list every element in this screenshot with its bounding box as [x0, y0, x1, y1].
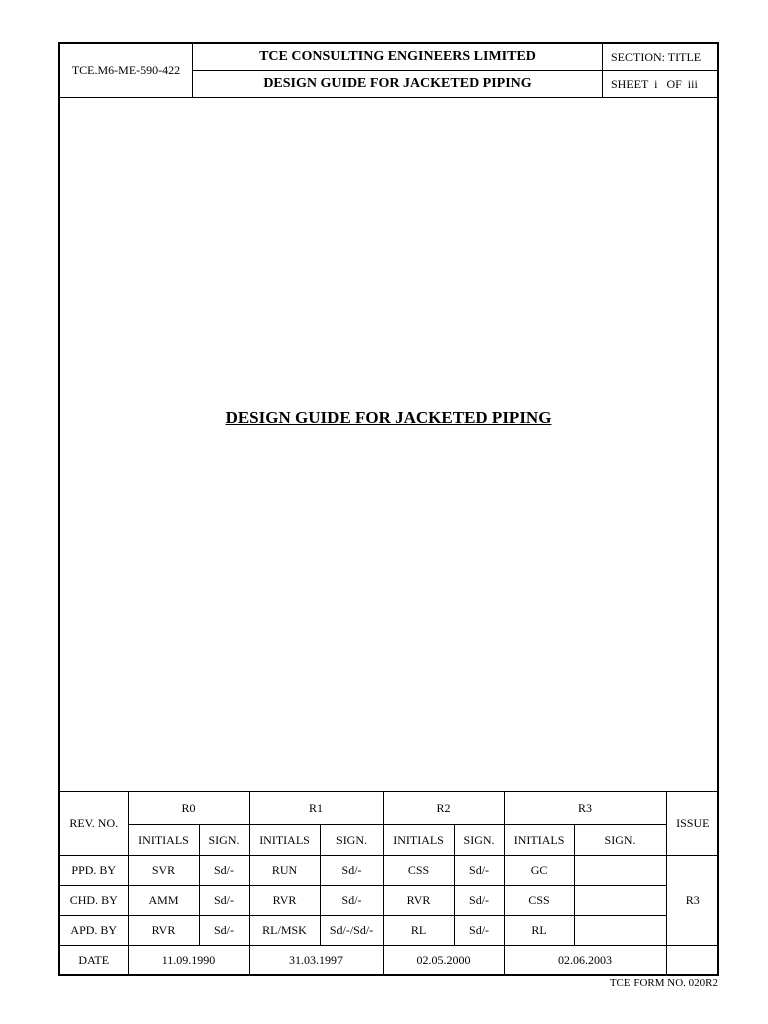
table-cell: RL: [504, 916, 574, 946]
table-cell: CSS: [504, 886, 574, 916]
table-row-date: [60, 946, 719, 976]
table-cell: SVR: [128, 856, 199, 886]
document-number: TCE.M6-ME-590-422: [60, 44, 193, 97]
table-cell: Sd/-/Sd/-: [320, 916, 383, 946]
revision-r3: R3: [504, 792, 666, 825]
sign-header: SIGN.: [574, 825, 666, 856]
table-row-prepared: [60, 856, 719, 886]
table-cell: Sd/-: [320, 856, 383, 886]
date-r0: 11.09.1990: [128, 946, 249, 976]
table-cell: AMM: [128, 886, 199, 916]
sign-header: SIGN.: [199, 825, 249, 856]
form-number: TCE FORM NO. 020R2: [609, 977, 718, 989]
table-cell: RL: [383, 916, 454, 946]
row-label: DATE: [60, 946, 128, 976]
table-cell: Sd/-: [320, 886, 383, 916]
table-cell: Sd/-: [199, 886, 249, 916]
revision-subheader-row: [60, 825, 719, 856]
issue-value: R3: [666, 856, 719, 946]
row-label: PPD. BY: [60, 856, 128, 886]
table-cell: RVR: [128, 916, 199, 946]
date-r2: 02.05.2000: [383, 946, 504, 976]
table-cell: Sd/-: [454, 916, 504, 946]
table-cell: Sd/-: [454, 856, 504, 886]
initials-header: INITIALS: [383, 825, 454, 856]
sign-header: SIGN.: [454, 825, 504, 856]
issue-label: ISSUE: [666, 792, 719, 856]
table-cell: Sd/-: [454, 886, 504, 916]
table-cell: [574, 886, 666, 916]
table-row-checked: [60, 886, 719, 916]
table-cell: RVR: [383, 886, 454, 916]
company-name: TCE CONSULTING ENGINEERS LIMITED: [193, 44, 603, 71]
sheet-number: SHEET i OF iii: [611, 76, 698, 91]
initials-header: INITIALS: [504, 825, 574, 856]
table-cell: CSS: [383, 856, 454, 886]
revision-header-row: [60, 792, 719, 825]
row-label: CHD. BY: [60, 886, 128, 916]
table-cell: RUN: [249, 856, 320, 886]
row-label: APD. BY: [60, 916, 128, 946]
revision-r1: R1: [249, 792, 383, 825]
sign-header: SIGN.: [320, 825, 383, 856]
section-label: SECTION: TITLE: [603, 44, 719, 71]
table-cell: RL/MSK: [249, 916, 320, 946]
table-cell: Sd/-: [199, 916, 249, 946]
table-cell: GC: [504, 856, 574, 886]
table-cell: [574, 856, 666, 886]
initials-header: INITIALS: [249, 825, 320, 856]
table-cell: RVR: [249, 886, 320, 916]
date-r3: 02.06.2003: [504, 946, 666, 976]
revision-r0: R0: [128, 792, 249, 825]
main-document-title: DESIGN GUIDE FOR JACKETED PIPING: [225, 408, 552, 427]
document-sheet: [58, 42, 719, 976]
table-row-approved: [60, 916, 719, 946]
date-r1: 31.03.1997: [249, 946, 383, 976]
issue-empty-cell: [666, 946, 719, 976]
revision-r2: R2: [383, 792, 504, 825]
title-block-header: [60, 44, 717, 98]
initials-header: INITIALS: [128, 825, 199, 856]
table-cell: Sd/-: [199, 856, 249, 886]
revision-table: [60, 791, 719, 975]
rev-no-label: REV. NO.: [60, 792, 128, 856]
table-cell: [574, 916, 666, 946]
header-document-title: DESIGN GUIDE FOR JACKETED PIPING: [193, 71, 603, 97]
